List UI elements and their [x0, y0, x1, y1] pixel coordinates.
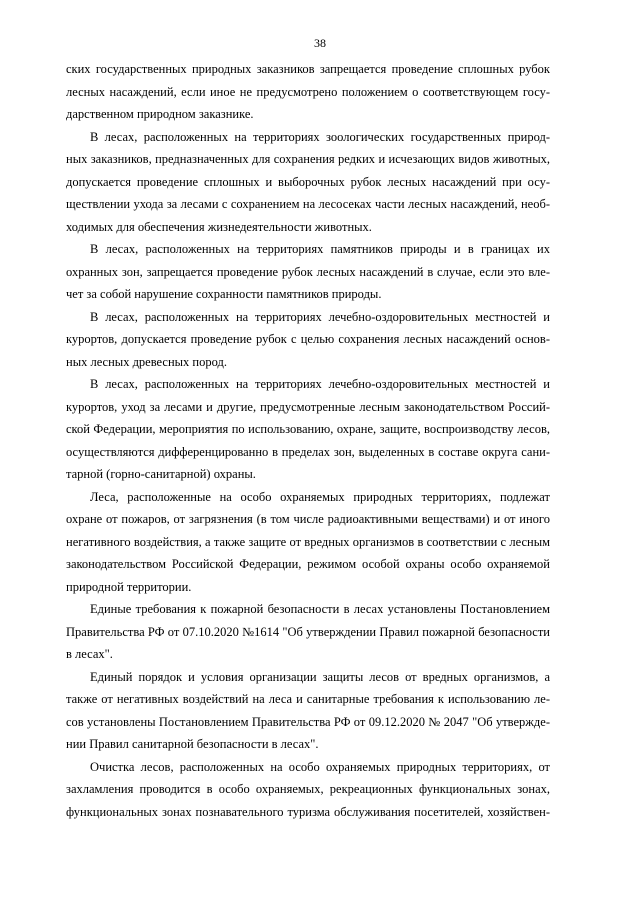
paragraph: [66, 126, 550, 239]
paragraph: [66, 756, 550, 824]
text-line: В лесах, расположенных на территориях лечебно-оздоровительных местностей и: [90, 309, 550, 324]
text-line: ществлении ухода за лесами с сохранением на лесосеках части лесных насаждений, необ-: [66, 197, 550, 211]
text-line: в лесах".: [66, 647, 113, 661]
text-line: ской Федерации, мероприятия по использованию, охране, защите, воспроизводству лесов,: [66, 422, 550, 436]
text-line: осуществляются дифференцированно в пределах зон, выделенных в составе округа сани-: [66, 444, 550, 459]
text-line: нии Правил санитарной безопасности в лесах".: [66, 737, 319, 751]
text-line: В лесах, расположенных на территориях лечебно-оздоровительных местностей и: [90, 377, 550, 391]
text-line: Правительства РФ от 07.10.2020 №1614 "Об утверждении Правил пожарной безопасности: [66, 624, 550, 639]
text-line: захламления проводится в особо охраняемых, рекреационных функциональных зонах,: [66, 782, 550, 796]
paragraph: [66, 486, 550, 599]
text-line: негативного воздействия, а также защите от вредных организмов в соответствии с лесным: [66, 534, 550, 549]
paragraph: [66, 306, 550, 374]
text-line: Леса, расположенные на особо охраняемых природных территориях, подлежат: [90, 489, 550, 504]
text-line: функциональных зонах познавательного туризма обслуживания посетителей, хозяйствен-: [66, 804, 550, 819]
text-line: В лесах, расположенных на территориях зоологических государственных природ-: [90, 129, 550, 144]
document-body: [66, 58, 550, 823]
text-line: дарственном природном заказнике.: [66, 107, 254, 121]
text-line: ходимых для обеспечения жизнедеятельности животных.: [66, 219, 372, 234]
text-line: охранных зон, запрещается проведение рубок лесных насаждений в случае, если это вле-: [66, 264, 550, 279]
text-line: ных заказников, предназначенных для сохранения редких и исчезающих видов животных,: [66, 152, 550, 166]
text-line: охране от пожаров, от загрязнения (в том числе радиоактивными веществами) и от иного: [66, 512, 550, 526]
text-line: курортов, уход за лесами и другие, предусмотренные лесным законодательством Россий-: [66, 399, 550, 414]
paragraph: [66, 598, 550, 666]
text-line: чет за собой нарушение сохранности памятников природы.: [66, 287, 382, 301]
text-line: природной территории.: [66, 579, 192, 594]
paragraph: [66, 373, 550, 486]
text-line: Очистка лесов, расположенных на особо охраняемых природных территориях, от: [90, 759, 550, 774]
paragraph: [66, 58, 550, 126]
text-line: лесных насаждений, если иное не предусмотрено положением о соответствующем госу-: [66, 84, 550, 99]
text-line: курортов, допускается проведение рубок с целью сохранения лесных насаждений основ-: [66, 332, 550, 346]
text-line: Единый порядок и условия организации защиты лесов от вредных организмов, а: [90, 669, 550, 684]
text-line: допускается проведение сплошных и выборочных рубок лесных насаждений при осу-: [66, 174, 550, 189]
text-line: сов установлены Постановлением Правительства РФ от 09.12.2020 № 2047 "Об утвержде-: [66, 714, 550, 729]
text-line: тарной (горно-санитарной) охраны.: [66, 467, 256, 481]
text-line: также от негативных воздействий на леса и санитарные требования к использованию ле-: [66, 692, 550, 706]
text-line: ских государственных природных заказников запрещается проведение сплошных рубок: [66, 62, 550, 76]
text-line: В лесах, расположенных на территориях памятников природы и в границах их: [90, 242, 550, 256]
text-line: законодательством Российской Федерации, режимом особой охраны особо охраняемой: [66, 557, 550, 571]
text-line: ных лесных древесных пород.: [66, 354, 227, 369]
paragraph: [66, 666, 550, 756]
text-line: Единые требования к пожарной безопасности в лесах установлены Постановлением: [90, 602, 550, 616]
paragraph: [66, 238, 550, 306]
page-number: 38: [314, 36, 326, 50]
